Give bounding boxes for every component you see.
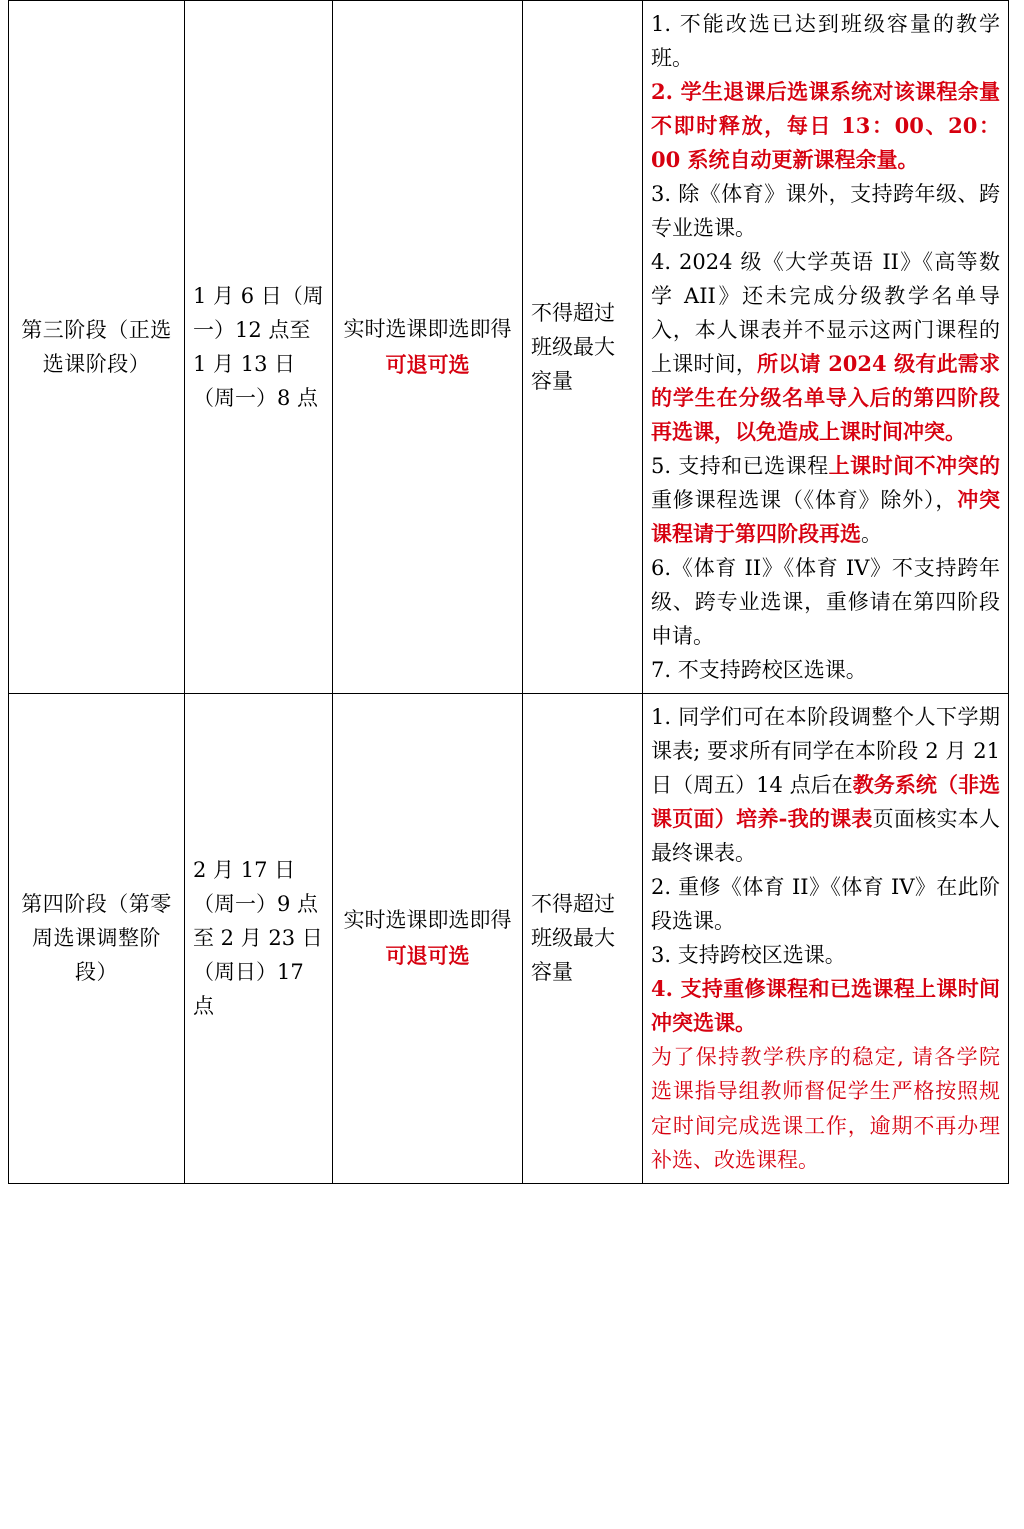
note-item: [651, 449, 1000, 551]
note-segment: 1. 不能改选已达到班级容量的教学班。: [651, 12, 1000, 71]
note-item: [651, 938, 1000, 972]
note-segment: 3. 支持跨校区选课。: [651, 943, 846, 968]
note-item: [651, 700, 1000, 870]
cell-notes: [643, 694, 1009, 1183]
cell-phase: 第三阶段（正选选课阶段）: [9, 1, 185, 694]
note-segment: 学生退课后选课系统对该课程余量不即时释放，每日 13：00、20：00 系统自动更新课程余量。: [651, 79, 1001, 173]
table-row: [9, 1, 1009, 694]
cell-mode: [333, 694, 523, 1183]
note-segment: 2. 重修《体育 II》《体育 IV》在此阶段选课。: [651, 875, 1000, 934]
note-segment: 。: [861, 522, 882, 547]
note-segment: 2.: [651, 79, 681, 105]
note-item: [651, 551, 1000, 653]
mode-highlight-text: 可退可选: [385, 943, 470, 969]
note-segment: 5. 支持和已选课程: [651, 454, 829, 479]
mode-main-text: 实时选课即选即得: [343, 317, 512, 342]
course-selection-schedule-table: [8, 0, 1009, 1184]
note-segment: 4. 2024 级《大学英语 II》《高等数学 AII》还未完成分级教学名单导入，本人课表并不显示这两门课程的上课时间，: [651, 250, 1000, 377]
note-segment: 上课时间不冲突的: [828, 453, 1001, 479]
note-item: [651, 1040, 1000, 1176]
note-segment: 页面核实本人最终课表。: [651, 807, 1001, 866]
note-item: [651, 870, 1000, 938]
note-segment: 重修课程选课（《体育》除外），: [651, 488, 958, 513]
note-segment: 3. 除《体育》课外，支持跨年级、跨专业选课。: [651, 182, 1000, 241]
note-segment: 支持重修课程和已选课程上课时间冲突选课。: [651, 976, 1001, 1036]
note-segment: 教务系统（非选课页面）培养-我的课表: [651, 772, 1001, 832]
note-item: [651, 7, 1000, 75]
cell-phase: 第四阶段（第零周选课调整阶段）: [9, 694, 185, 1183]
note-item: [651, 245, 1000, 449]
table-body: [9, 1, 1009, 1184]
table-row: [9, 694, 1009, 1183]
cell-mode: [333, 1, 523, 694]
note-item: [651, 653, 1000, 687]
note-segment: 所以请 2024 级有此需求的学生在分级名单导入后的第四阶段再选课，以免造成上课时间冲突。: [651, 351, 1000, 445]
note-segment: 冲突课程请于第四阶段再选: [651, 487, 1000, 547]
cell-capacity: 不得超过班级最大容量: [523, 694, 643, 1183]
cell-capacity: 不得超过班级最大容量: [523, 1, 643, 694]
note-item: [651, 75, 1000, 177]
note-segment: 7. 不支持跨校区选课。: [651, 658, 867, 683]
cell-time: 1 月 6 日（周一）12 点至 1 月 13 日（周一）8 点: [185, 1, 333, 694]
cell-notes: [643, 1, 1009, 694]
note-segment: 4.: [651, 976, 681, 1002]
mode-highlight-text: 可退可选: [385, 352, 470, 378]
note-item: [651, 177, 1000, 245]
note-segment: 6.《体育 II》《体育 IV》不支持跨年级、跨专业选课，重修请在第四阶段申请。: [651, 556, 1000, 649]
mode-main-text: 实时选课即选即得: [343, 908, 512, 933]
note-item: [651, 972, 1000, 1040]
cell-time: 2 月 17 日（周一）9 点至 2 月 23 日（周日）17 点: [185, 694, 333, 1183]
note-segment: 为了保持教学秩序的稳定, 请各学院选课指导组教师督促学生严格按照规定时间完成选课工作，逾期不再办理补选、改选课程。: [651, 1045, 1000, 1172]
note-segment: 1. 同学们可在本阶段调整个人下学期课表; 要求所有同学在本阶段 2 月 21 日（周五）14 点后在: [651, 705, 1000, 798]
